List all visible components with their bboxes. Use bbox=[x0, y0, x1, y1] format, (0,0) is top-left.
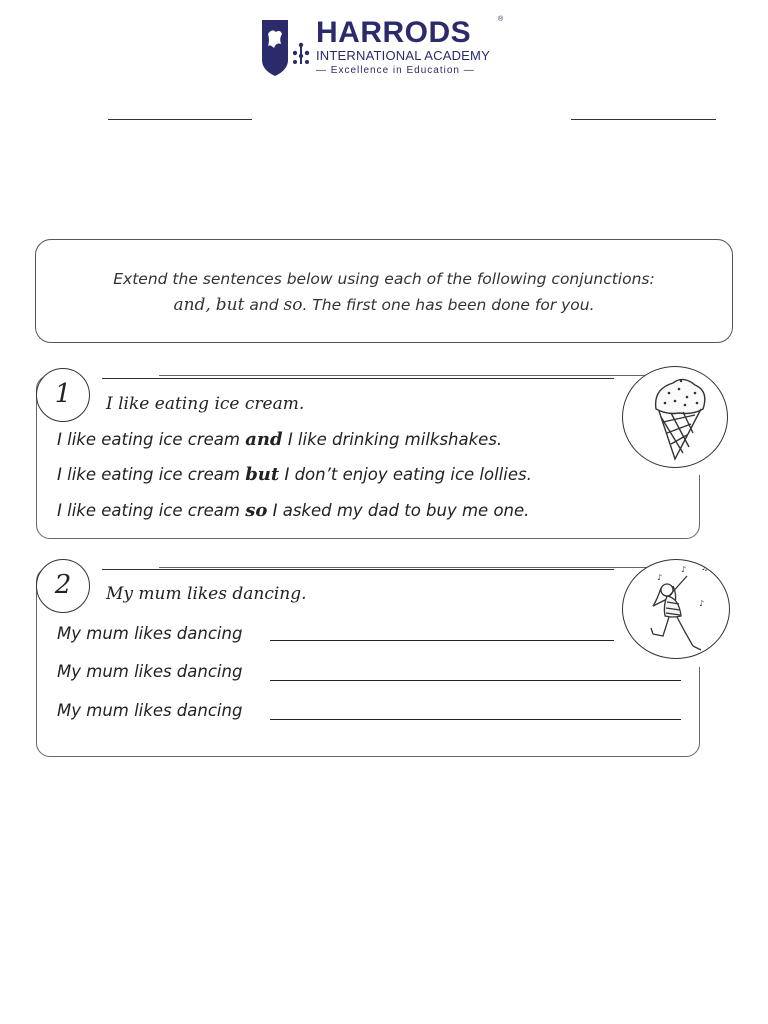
svg-text:♪: ♪ bbox=[699, 599, 705, 608]
answer-start: I like eating ice cream bbox=[57, 430, 240, 449]
exercise-2-answer-line-2[interactable] bbox=[270, 680, 681, 681]
instruction-line-2-end: . The first one has been done for you. bbox=[302, 296, 595, 314]
svg-text:♫: ♫ bbox=[701, 563, 709, 572]
exercise-1-sentence: I like eating ice cream. bbox=[106, 394, 305, 414]
instruction-line-1: Extend the sentences below using each of the following conjunctions: bbox=[113, 270, 655, 288]
exercise-1-answer-so bbox=[57, 501, 529, 521]
ice-cream-picture bbox=[622, 366, 728, 468]
exercise-1-answer-but bbox=[57, 465, 532, 485]
answer-start: I like eating ice cream bbox=[57, 501, 240, 520]
ice-cream-icon bbox=[623, 367, 728, 468]
answer-end: I don’t enjoy eating ice lollies. bbox=[284, 465, 532, 484]
answer-start: I like eating ice cream bbox=[57, 465, 240, 484]
fleur-de-lis-icon bbox=[291, 42, 311, 66]
exercise-2-answer-line-3[interactable] bbox=[270, 719, 681, 720]
instruction-and-word: and bbox=[249, 296, 279, 314]
exercise-2-sentence: My mum likes dancing. bbox=[106, 584, 307, 604]
exercise-2-prompt-3: My mum likes dancing bbox=[57, 701, 243, 720]
svg-text:♪: ♪ bbox=[657, 573, 663, 582]
exercise-1-title-line bbox=[102, 378, 614, 379]
harrods-logo bbox=[262, 16, 512, 78]
answer-end: I like drinking milkshakes. bbox=[287, 430, 503, 449]
exercise-2-prompt-2: My mum likes dancing bbox=[57, 662, 243, 681]
brand-name: HARRODS bbox=[316, 16, 472, 49]
dancing-woman-icon bbox=[623, 560, 730, 659]
exercise-1-number: 1 bbox=[36, 368, 90, 422]
conjunction-but: but bbox=[215, 295, 245, 315]
registered-mark: ® bbox=[498, 16, 504, 23]
answer-conjunction: so bbox=[245, 500, 268, 521]
conjunction-so: so bbox=[283, 295, 303, 315]
answer-conjunction: and bbox=[245, 429, 283, 450]
instruction-line-2 bbox=[36, 292, 732, 318]
exercise-2-prompt-1: My mum likes dancing bbox=[57, 624, 243, 643]
brand-subtitle: INTERNATIONAL ACADEMY bbox=[316, 48, 490, 63]
crest-shield-icon bbox=[262, 20, 288, 76]
exercise-1-answer-and bbox=[57, 430, 502, 450]
conjunction-and: and, bbox=[173, 295, 211, 315]
svg-text:♪: ♪ bbox=[681, 565, 687, 574]
answer-end: I asked my dad to buy me one. bbox=[272, 501, 530, 520]
exercise-2-title-line bbox=[102, 569, 614, 570]
date-blank-line[interactable] bbox=[571, 119, 716, 120]
answer-conjunction: but bbox=[245, 464, 280, 485]
exercise-2-number: 2 bbox=[36, 559, 90, 613]
dancing-picture bbox=[622, 559, 730, 659]
instruction-box bbox=[35, 239, 733, 343]
brand-tagline: — Excellence in Education — bbox=[316, 65, 475, 76]
name-blank-line[interactable] bbox=[108, 119, 252, 120]
exercise-2-answer-line-1[interactable] bbox=[270, 640, 614, 641]
